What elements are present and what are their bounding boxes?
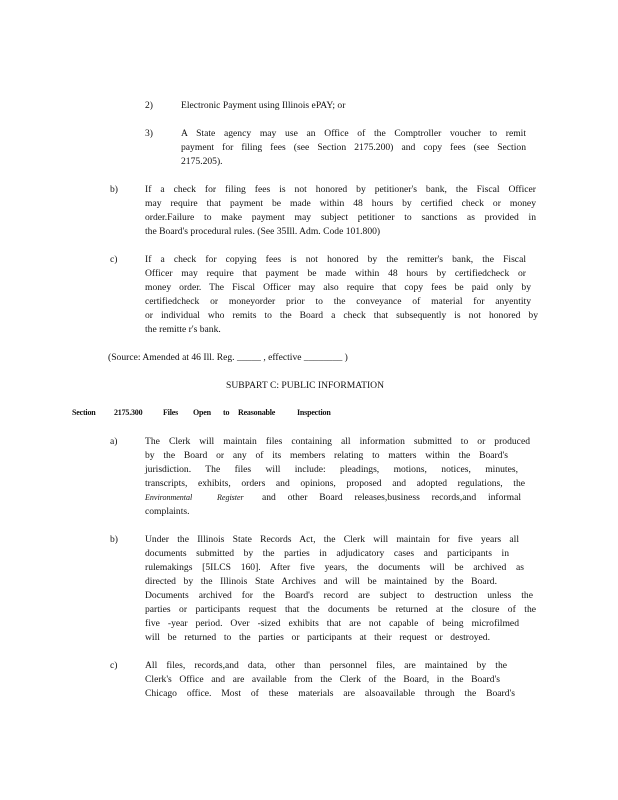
para-b-line-6: parties or participants request that the documents be returned at the closure of the [145, 604, 536, 615]
item-number-b: b) [110, 184, 118, 195]
para-a-line-5-italic-1: Environmental [145, 493, 193, 502]
item-number-2: 2) [145, 100, 153, 111]
para-b-line-4: directed by the Illinois State Archives and will be maintained by the Board. [145, 576, 497, 587]
para-a-line-3: jurisdiction. The files will include: pleadings, motions, notices, minutes, [145, 464, 518, 475]
para-a-line-5-italic-2: Register [217, 493, 244, 502]
para-a-line-5-rest: and other Board releases,business records,and informal [262, 492, 521, 503]
para-b-line-2: documents submitted by the parties in adjudicatory cases and participants in [145, 548, 509, 559]
section-title-word-5: Inspection [297, 408, 331, 417]
section-title-word-2: Open [193, 408, 211, 417]
section-title-word-3: to [223, 408, 230, 417]
section-title-word-4: Reasonable [238, 408, 276, 417]
para-number-b: b) [110, 534, 118, 545]
item-number-c: c) [110, 254, 118, 265]
item-b-line-3: order.Failure to make payment may subject petitioner to sanctions as provided in [145, 212, 536, 223]
item-b-line-2: may require that payment be made within 48 hours by certified check or money [145, 198, 536, 209]
item-b-line-4: the Board's procedural rules. (See 35Ill. Adm. Code 101.800) [145, 226, 381, 237]
para-b-line-3: rulemakings [5ILCS 160]. After five years, the documents will be archived as [145, 562, 524, 573]
item-2-text: Electronic Payment using Illinois ePAY; or [181, 100, 346, 111]
section-label: Section [72, 408, 96, 417]
para-b-line-5: Documents archived for the Board's record are subject to destruction unless the [145, 590, 533, 601]
item-b-line-1: If a check for filing fees is not honored by petitioner's bank, the Fiscal Officer [145, 184, 536, 195]
item-c-line-4: certifiedcheck or moneyorder prior to the conveyance of material for anyentity [145, 296, 531, 307]
para-b-line-7: five -year period. Over -sized exhibits that are not capable of being microfilmed [145, 618, 519, 629]
item-c-line-5: or individual who remits to the Board a check that subsequently is not honored by [145, 310, 538, 321]
section-title-word-1: Files [163, 408, 178, 417]
para-a-line-1: The Clerk will maintain files containing all information submitted to or produced [145, 436, 530, 447]
item-c-line-6: the remitte r's bank. [145, 324, 221, 335]
item-3-line-2: payment for filing fees (see Section 2175.200) and copy fees (see Section [181, 142, 526, 153]
para-b-line-8: will be returned to the parties or participants at their request or destroyed. [145, 632, 490, 643]
item-c-line-3: money order. The Fiscal Officer may also require that copy fees be paid only by [145, 282, 531, 293]
para-a-line-6: complaints. [145, 506, 190, 517]
item-c-line-1: If a check for copying fees is not honored by the remitter's bank, the Fiscal [145, 254, 526, 265]
para-a-line-2: by the Board or any of its members relating to matters within the Board's [145, 450, 508, 461]
item-3-line-1: A State agency may use an Office of the Comptroller voucher to remit [181, 128, 526, 139]
para-number-a: a) [110, 436, 118, 447]
source-note: (Source: Amended at 46 Ill. Reg. _____ , effective ________ ) [108, 352, 348, 363]
item-3-line-3: 2175.205). [181, 156, 223, 167]
section-number: 2175.300 [114, 408, 143, 417]
para-c-line-1: All files, records,and data, other than personnel files, are maintained by the [145, 660, 507, 671]
subpart-heading: SUBPART C: PUBLIC INFORMATION [226, 380, 385, 391]
para-b-line-1: Under the Illinois State Records Act, the Clerk will maintain for five years all [145, 534, 519, 545]
para-a-line-4: transcripts, exhibits, orders and opinions, proposed and adopted regulations, the [145, 478, 525, 489]
para-c-line-2: Clerk's Office and are available from the Clerk of the Board, in the Board's [145, 674, 500, 685]
para-number-c: c) [110, 660, 118, 671]
item-c-line-2: Officer may require that payment be made within 48 hours by certifiedcheck or [145, 268, 526, 279]
item-number-3: 3) [145, 128, 153, 139]
para-c-line-3: Chicago office. Most of these materials are alsoavailable through the Board's [145, 688, 515, 699]
